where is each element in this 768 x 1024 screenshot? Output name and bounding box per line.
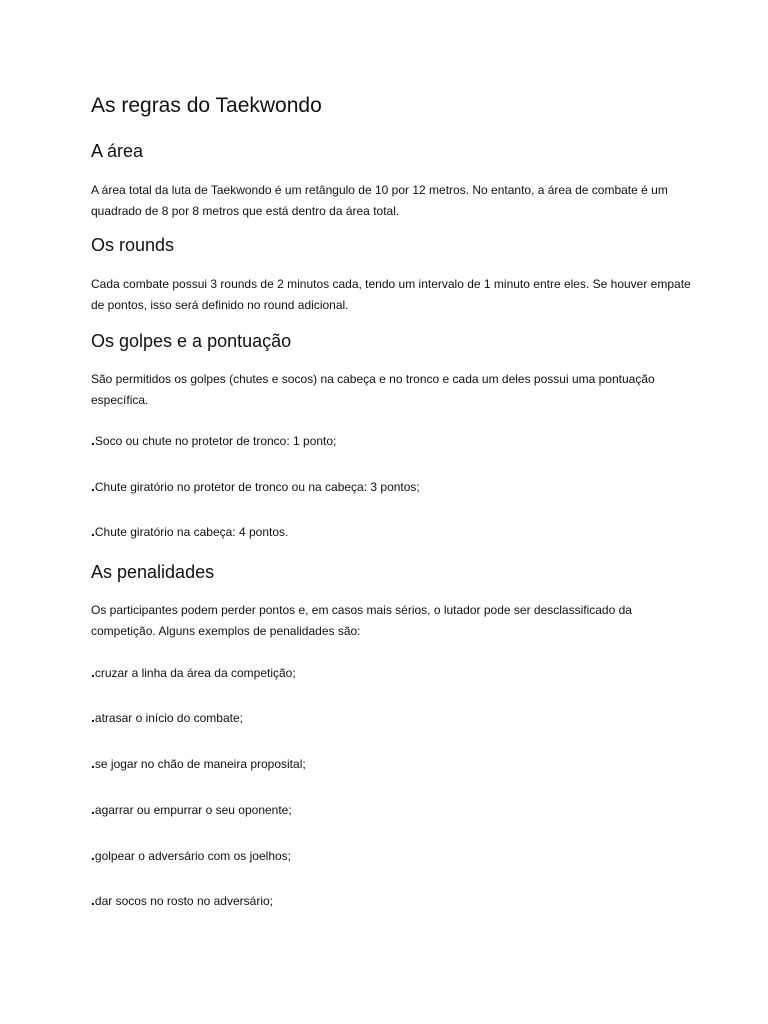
section-paragraph-area: A área total da luta de Taekwondo é um retângulo de 10 por 12 metros. No entanto, a área de combate é um quadrado de 8 por 8 metros que está dentro da área total.: [91, 183, 668, 218]
list-item: [91, 799, 292, 821]
list-item-text: Chute giratório no protetor de tronco ou na cabeça: 3 pontos;: [94, 480, 420, 494]
section-heading-rounds: Os rounds: [91, 235, 175, 255]
list-item: [91, 753, 306, 775]
list-item: [91, 662, 296, 684]
bullet-icon: .: [91, 432, 95, 448]
list-item-text: atrasar o início do combate;: [94, 711, 243, 725]
bullet-icon: .: [91, 755, 95, 771]
list-item: [91, 890, 273, 912]
section-paragraph-rounds: Cada combate possui 3 rounds de 2 minutos cada, tendo um intervalo de 1 minuto entre eles. Se houver empate de pontos, isso será definido no round adicional.: [91, 277, 691, 312]
list-item-text: cruzar a linha da área da competição;: [94, 666, 296, 680]
section-paragraph-penalidades: Os participantes podem perder pontos e, em casos mais sérios, o lutador pode ser desclassificado da competição. Alguns exemplos de penalidades são:: [91, 603, 632, 638]
bullet-icon: .: [91, 523, 95, 539]
list-item-text: dar socos no rosto no adversário;: [94, 894, 273, 908]
list-item-text: se jogar no chão de maneira proposital;: [94, 757, 306, 771]
list-item-text: golpear o adversário com os joelhos;: [94, 849, 291, 863]
section-paragraph-golpes: São permitidos os golpes (chutes e socos) na cabeça e no tronco e cada um deles possui uma pontuação específica.: [91, 372, 655, 407]
bullet-icon: .: [91, 892, 95, 908]
section-heading-penalidades: As penalidades: [91, 562, 215, 582]
bullet-icon: .: [91, 478, 95, 494]
section-heading-area: A área: [91, 141, 144, 161]
document-title: As regras do Taekwondo: [91, 94, 322, 117]
bullet-icon: .: [91, 801, 95, 817]
list-item: [91, 430, 336, 452]
list-item-text: Soco ou chute no protetor de tronco: 1 ponto;: [94, 434, 337, 448]
list-item: [91, 845, 291, 867]
section-heading-golpes: Os golpes e a pontuação: [91, 331, 292, 351]
bullet-icon: .: [91, 709, 95, 725]
bullet-icon: .: [91, 664, 95, 680]
list-item-text: agarrar ou empurrar o seu oponente;: [94, 803, 292, 817]
list-item: [91, 476, 420, 498]
list-item: [91, 707, 243, 729]
list-item-text: Chute giratório na cabeça: 4 pontos.: [94, 525, 289, 539]
list-item: [91, 521, 288, 543]
bullet-icon: .: [91, 847, 95, 863]
